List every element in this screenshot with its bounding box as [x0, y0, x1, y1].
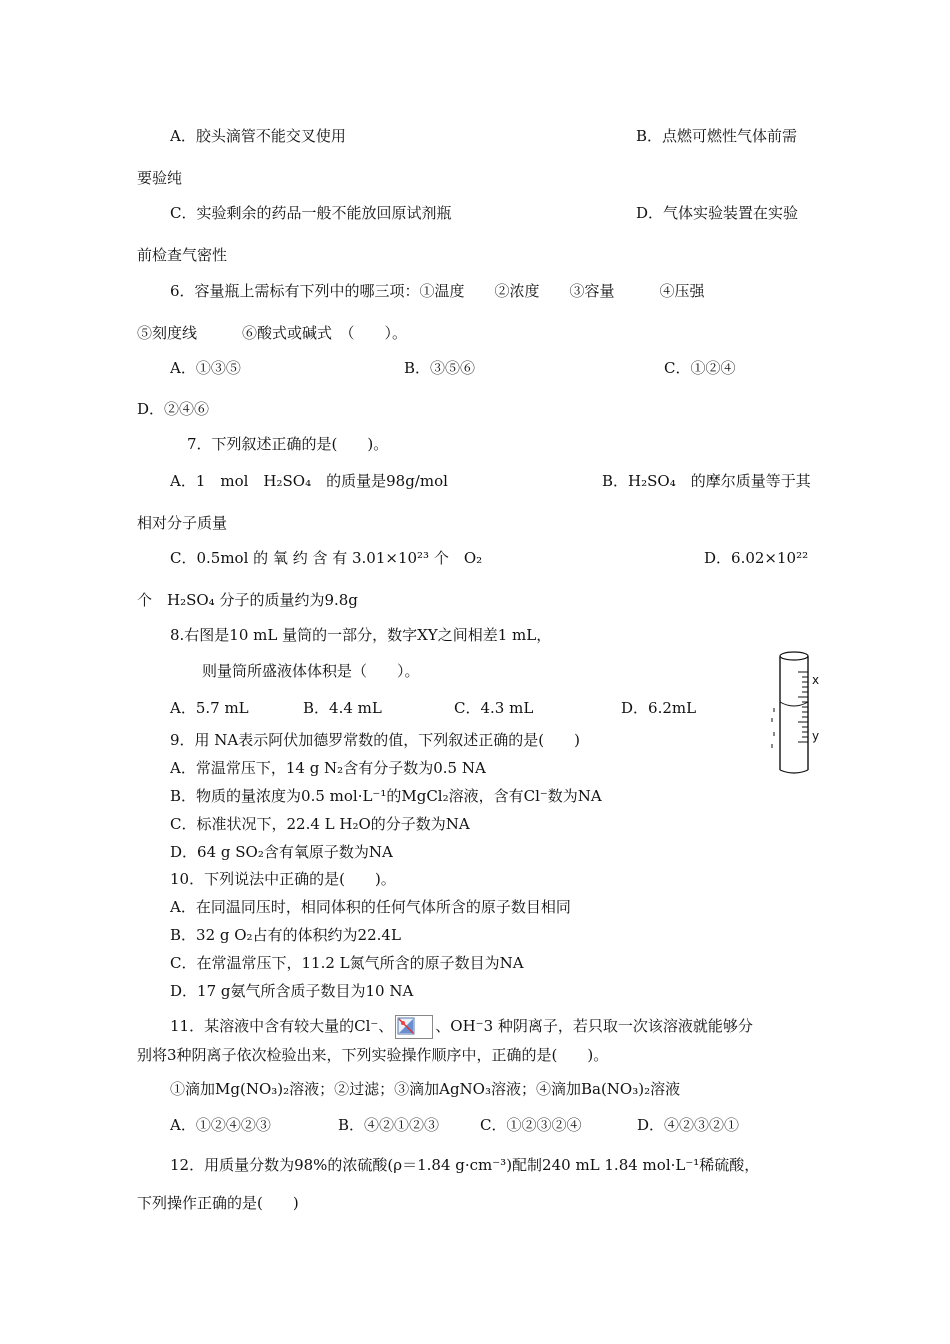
q10-option-a: A．在同温同压时，相同体积的任何气体所含的原子数目相同 — [170, 898, 571, 916]
q6-option-b: B．③⑤⑥ — [404, 359, 476, 377]
q9-stem: 9．用 NA表示阿伏加德罗常数的值，下列叙述正确的是( ) — [170, 731, 580, 749]
q10-stem: 10．下列说法中正确的是( )。 — [170, 870, 396, 888]
q8-option-d: D．6.2mL — [621, 699, 697, 717]
q11-option-b: B．④②①②③ — [338, 1116, 440, 1134]
graduated-cylinder-drawing — [770, 648, 830, 778]
q10-option-c: C．在常温常压下，11.2 L氮气所含的原子数目为NA — [170, 954, 524, 972]
q5-option-a: A．胶头滴管不能交叉使用 — [170, 127, 346, 145]
q11-stem-part-a: 11．某溶液中含有较大量的Cl⁻、 — [170, 1017, 394, 1035]
q6-option-c: C．①②④ — [664, 359, 736, 377]
q9-option-b: B．物质的量浓度为0.5 mol·L⁻¹的MgCl₂溶液，含有Cl⁻数为NA — [170, 787, 602, 805]
q8-option-b: B．4.4 mL — [303, 699, 382, 717]
q12-stem-line2: 下列操作正确的是( ) — [137, 1194, 299, 1212]
q5-option-b: B．点燃可燃性气体前需 — [636, 127, 798, 145]
q6-option-a: A．①③⑤ — [170, 359, 241, 377]
cylinder-label-y: y — [812, 729, 820, 743]
q7-option-a: A．1 mol H₂SO₄ 的质量是98g/mol — [170, 472, 448, 490]
q7-option-d: D．6.02×10²² — [704, 549, 809, 567]
q7-option-b: B．H₂SO₄ 的摩尔质量等于其 — [602, 472, 811, 490]
q7-option-c: C．0.5mol 的 氧 约 含 有 3.01×10²³ 个 O₂ — [170, 549, 483, 567]
graduated-cylinder-figure — [770, 648, 830, 778]
q11-stem-line1 — [170, 1015, 753, 1039]
q5-option-d: D．气体实验装置在实验 — [636, 204, 799, 222]
q9-option-d: D．64 g SO₂含有氧原子数为NA — [170, 843, 393, 861]
q11-option-c: C．①②③②④ — [480, 1116, 582, 1134]
q10-option-d: D．17 g氨气所含质子数目为10 NA — [170, 982, 414, 1000]
q11-stem-part-b: 、OH⁻3 种阴离子，若只取一次该溶液就能够分 — [435, 1017, 753, 1035]
q6-stem-line1: 6．容量瓶上需标有下列中的哪三项：①温度 ②浓度 ③容量 ④压强 — [170, 282, 705, 300]
q8-option-c: C．4.3 mL — [454, 699, 534, 717]
q6-stem-line2: ⑤刻度线 ⑥酸式或碱式 （ ）。 — [137, 324, 408, 342]
q7-option-b-cont: 相对分子质量 — [137, 514, 228, 532]
q5-option-d-cont: 前检查气密性 — [137, 246, 228, 264]
q9-option-c: C．标准状况下，22.4 L H₂O的分子数为NA — [170, 815, 470, 833]
q5-option-b-cont: 要验纯 — [137, 169, 183, 187]
q10-option-b: B．32 g O₂占有的体积约为22.4L — [170, 926, 401, 944]
q7-stem: 7．下列叙述正确的是( )。 — [187, 435, 389, 453]
q11-stem-line2: 别将3种阴离子依次检验出来，下列实验操作顺序中，正确的是( )。 — [137, 1046, 609, 1064]
q8-stem-line1: 8.右图是10 mL 量筒的一部分，数字XY之间相差1 mL， — [170, 626, 552, 644]
q8-option-a: A．5.7 mL — [170, 699, 249, 717]
q9-option-a: A．常温常压下，14 g N₂含有分子数为0.5 NA — [170, 759, 486, 777]
q8-stem-line2: 则量筒所盛液体体积是（ ）。 — [202, 662, 420, 680]
ion-image-icon — [395, 1015, 433, 1039]
q11-option-d: D．④②③②① — [637, 1116, 740, 1134]
q7-option-d-cont: 个 H₂SO₄ 分子的质量约为9.8g — [137, 591, 358, 609]
q11-option-a: A．①②④②③ — [170, 1116, 271, 1134]
q6-option-d: D．②④⑥ — [137, 400, 210, 418]
q11-operations: ①滴加Mg(NO₃)₂溶液；②过滤；③滴加AgNO₃溶液；④滴加Ba(NO₃)₂溶液 — [170, 1080, 681, 1098]
cylinder-label-x: x — [812, 673, 820, 687]
q5-option-c: C．实验剩余的药品一般不能放回原试剂瓶 — [170, 204, 452, 222]
q12-stem-line1: 12．用质量分数为98%的浓硫酸(ρ＝1.84 g·cm⁻³)配制240 mL 1.84 mol·L⁻¹稀硫酸， — [170, 1156, 760, 1174]
